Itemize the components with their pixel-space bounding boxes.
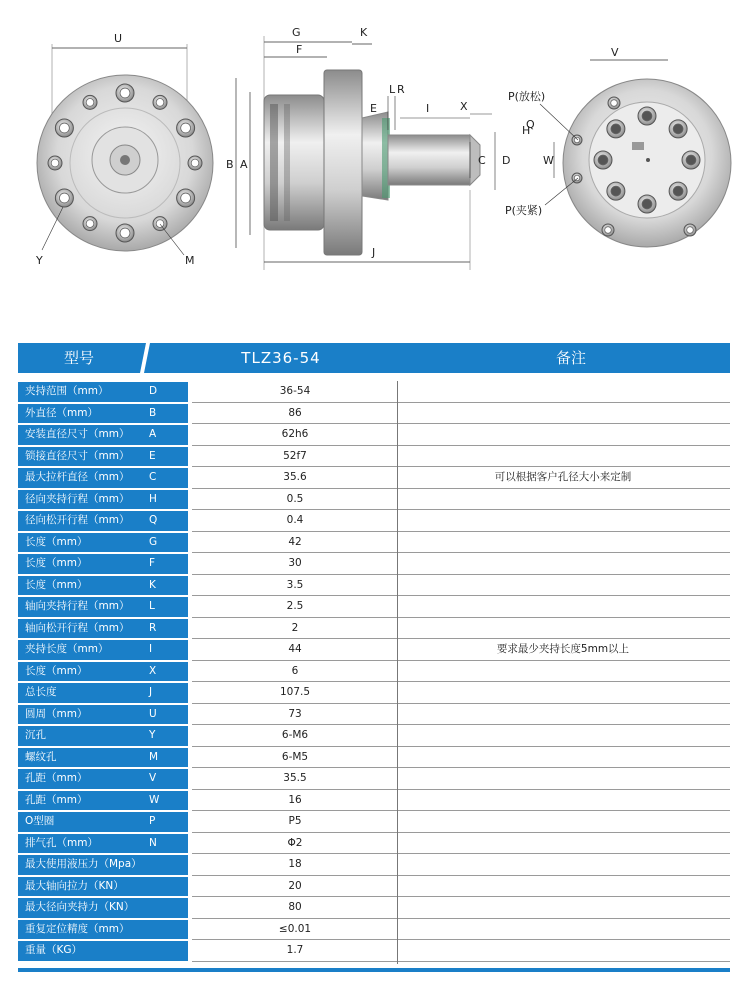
row-value: 80 — [288, 901, 302, 913]
row-label-cell — [18, 941, 188, 961]
remarks-label: 备注 — [555, 349, 586, 367]
side-view — [226, 26, 510, 270]
table-row — [18, 704, 730, 726]
row-label-cell — [18, 576, 188, 596]
row-param-code: L — [149, 600, 155, 612]
row-note — [398, 919, 728, 941]
row-note: 要求最少夹持长度5mm以上 — [496, 643, 630, 655]
table-row — [18, 510, 730, 532]
row-param-code: N — [149, 836, 157, 849]
row-note — [398, 424, 728, 446]
row-note — [398, 532, 728, 554]
bolt-hole-inner — [673, 186, 683, 196]
bolt-hole-inner — [51, 159, 59, 167]
row-value: 2.5 — [286, 600, 304, 612]
technical-drawing — [0, 0, 750, 300]
row-param-name: 排气孔（mm） — [25, 836, 98, 849]
table-row — [18, 596, 730, 618]
row-param-code: I — [149, 643, 153, 655]
row-param-name: 外直径（mm） — [25, 406, 98, 419]
bolt-hole-inner — [191, 159, 199, 167]
row-param-code: W — [149, 793, 160, 806]
row-label-cell — [18, 812, 188, 832]
table-row — [18, 661, 730, 683]
dim-label-u: U — [114, 32, 123, 45]
dim-label-i: I — [426, 102, 430, 115]
row-label-cell — [18, 425, 188, 445]
row-label-cell — [18, 705, 188, 725]
row-param-code: U — [149, 707, 157, 720]
row-note — [398, 489, 728, 511]
row-param-name: O型圈 — [25, 815, 55, 827]
row-note — [398, 747, 728, 769]
row-param-name: 孔距（mm） — [25, 793, 88, 806]
row-param-name: 夹持范围（mm） — [25, 385, 109, 397]
dim-label-g: G — [292, 26, 301, 39]
row-note: 可以根据客户孔径大小来定制 — [494, 471, 632, 483]
row-value: 35.6 — [283, 471, 307, 483]
row-value: Φ2 — [287, 836, 303, 849]
front-view — [35, 32, 213, 267]
row-label-cell — [18, 791, 188, 811]
bolt-hole-inner — [59, 123, 69, 133]
row-param-name: 重量（KG） — [25, 944, 83, 956]
bolt-hole-inner — [686, 155, 696, 165]
row-param-code: B — [149, 406, 157, 419]
row-label-cell — [18, 619, 188, 639]
row-param-name: 沉孔 — [25, 729, 46, 741]
row-param-code: H — [149, 492, 157, 505]
dim-label-l: L — [389, 83, 396, 96]
row-param-name: 长度（mm） — [25, 535, 88, 548]
row-value: 86 — [288, 406, 302, 419]
row-param-name: 长度（mm） — [25, 578, 88, 591]
dim-label-m: M — [185, 254, 195, 267]
row-value: 6-M6 — [281, 729, 309, 741]
row-label-cell — [18, 898, 188, 918]
table-row — [18, 618, 730, 640]
row-param-code: R — [149, 621, 157, 634]
row-param-name: 螺纹孔 — [25, 750, 57, 763]
row-param-name: 重复定位精度（mm） — [25, 922, 130, 935]
row-param-name: 径向夹持行程（mm） — [25, 492, 130, 505]
row-label-cell — [18, 683, 188, 703]
row-value: 107.5 — [279, 686, 311, 698]
row-param-name: 锁接直径尺寸（mm） — [25, 449, 130, 462]
row-label-cell — [18, 748, 188, 768]
bolt-hole-inner — [120, 88, 130, 98]
table-row — [18, 747, 730, 769]
row-value: 3.5 — [286, 578, 304, 591]
row-param-name: 长度（mm） — [25, 557, 88, 569]
dim-label-c: C — [478, 154, 486, 167]
model-value: TLZ36-54 — [241, 349, 321, 367]
dim-label-y: Y — [36, 254, 43, 267]
row-param-name: 长度（mm） — [25, 664, 88, 677]
row-value: 52f7 — [283, 449, 307, 462]
row-param-code: V — [149, 772, 157, 784]
header-divider — [140, 343, 150, 373]
row-note — [398, 876, 728, 898]
row-value: 62h6 — [281, 428, 309, 440]
table-row — [18, 682, 730, 704]
table-row — [18, 575, 730, 597]
dim-label-d: D — [502, 154, 511, 167]
row-param-name: 最大轴向拉力（KN） — [25, 879, 124, 892]
table-row — [18, 489, 730, 511]
table-row — [18, 553, 730, 575]
bolt-hole-inner — [611, 100, 618, 107]
remarks-column-divider — [397, 381, 398, 964]
dim-label-x: X — [460, 100, 468, 113]
dim-label-f: F — [296, 43, 303, 56]
bolt-hole-inner — [673, 124, 683, 134]
dim-label-k: K — [360, 26, 368, 39]
table-row — [18, 403, 730, 425]
bolt-hole-inner — [86, 99, 94, 107]
bolt-hole-inner — [120, 228, 130, 238]
row-note — [398, 833, 728, 855]
row-value: 35.5 — [283, 772, 307, 784]
row-param-code: Q — [149, 514, 158, 526]
table-row — [18, 897, 730, 919]
row-param-name: 圆周（mm） — [25, 707, 88, 720]
row-note — [398, 940, 728, 962]
bolt-hole-inner — [156, 220, 164, 228]
row-label-cell — [18, 877, 188, 897]
table-row — [18, 811, 730, 833]
table-row — [18, 876, 730, 898]
table-row — [18, 381, 730, 403]
row-param-name: 最大拉杆直径（mm） — [25, 471, 130, 483]
row-note — [398, 618, 728, 640]
row-label-cell — [18, 468, 188, 488]
table-row — [18, 532, 730, 554]
bolt-hole-inner — [611, 186, 621, 196]
row-param-code: M — [149, 750, 159, 763]
table-row — [18, 854, 730, 876]
row-param-name: 轴向夹持行程（mm） — [25, 600, 130, 612]
row-value: 2 — [291, 621, 299, 634]
row-param-code: C — [149, 471, 157, 483]
row-param-name: 最大使用液压力（Mpa） — [25, 858, 142, 870]
row-note — [398, 897, 728, 919]
row-label-cell — [18, 447, 188, 467]
back-view — [505, 46, 731, 247]
table-row — [18, 940, 730, 962]
row-value: 16 — [288, 793, 302, 806]
row-note — [398, 661, 728, 683]
footer-bar — [18, 968, 730, 972]
row-value: 0.4 — [286, 514, 304, 526]
label-p-loose: P(放松) — [508, 90, 546, 103]
dim-label-r: R — [397, 83, 405, 96]
row-note — [398, 575, 728, 597]
table-row — [18, 424, 730, 446]
row-value: 44 — [288, 643, 302, 655]
row-param-name: 安装直径尺寸（mm） — [25, 428, 130, 440]
row-separator — [192, 961, 730, 962]
row-label-cell — [18, 490, 188, 510]
dim-label-j: J — [372, 246, 376, 259]
bolt-hole-inner — [86, 220, 94, 228]
dim-label-a: A — [240, 158, 248, 171]
row-param-code: J — [149, 686, 153, 698]
bolt-hole-inner — [605, 227, 612, 234]
table-row — [18, 446, 730, 468]
row-label-cell — [18, 511, 188, 531]
row-note — [398, 596, 728, 618]
row-label-cell — [18, 533, 188, 553]
row-note — [398, 725, 728, 747]
row-param-name: 轴向松开行程（mm） — [25, 621, 130, 634]
row-param-code: D — [149, 385, 158, 397]
row-value: 0.5 — [286, 492, 304, 505]
row-note — [398, 768, 728, 790]
table-row — [18, 768, 730, 790]
row-label-cell — [18, 834, 188, 854]
bolt-hole-inner — [181, 193, 191, 203]
row-param-name: 最大径向夹持力（KN） — [25, 901, 135, 913]
dim-label-h: H — [522, 124, 531, 137]
row-note — [398, 682, 728, 704]
row-label-cell — [18, 597, 188, 617]
bolt-hole-inner — [156, 99, 164, 107]
row-note — [398, 704, 728, 726]
row-value: 18 — [288, 858, 302, 870]
row-label-cell — [18, 640, 188, 660]
row-label-cell — [18, 726, 188, 746]
row-value: 73 — [288, 707, 302, 720]
spec-table-header — [18, 343, 730, 373]
row-value: 36-54 — [279, 385, 311, 397]
row-note — [398, 811, 728, 833]
row-value: 30 — [288, 557, 302, 569]
row-value: ≤0.01 — [278, 922, 312, 935]
bolt-hole-inner — [574, 137, 580, 143]
row-note — [398, 446, 728, 468]
row-label-cell — [18, 404, 188, 424]
row-param-code: F — [149, 557, 156, 569]
row-param-name: 孔距（mm） — [25, 772, 88, 784]
row-param-name: 夹持长度（mm） — [25, 643, 109, 655]
bolt-hole-inner — [59, 193, 69, 203]
dim-label-b: B — [226, 158, 234, 171]
dim-label-e: E — [370, 102, 377, 115]
row-value: 6-M5 — [281, 750, 309, 763]
row-note — [398, 790, 728, 812]
bolt-hole-inner — [642, 199, 652, 209]
label-p-clamp: P(夹紧) — [505, 204, 543, 217]
row-param-name: 径向松开行程（mm） — [25, 514, 130, 526]
row-label-cell — [18, 769, 188, 789]
row-param-code: A — [149, 428, 157, 440]
row-param-code: Y — [149, 729, 156, 741]
row-label-cell — [18, 662, 188, 682]
bolt-hole-inner — [598, 155, 608, 165]
bolt-hole-inner — [687, 227, 694, 234]
table-row — [18, 639, 730, 661]
table-row — [18, 790, 730, 812]
row-note — [398, 553, 728, 575]
bolt-hole-inner — [181, 123, 191, 133]
dim-label-q: Q — [526, 118, 535, 131]
row-note — [398, 381, 728, 403]
dim-label-v: V — [611, 46, 619, 59]
row-param-code: X — [149, 664, 157, 677]
table-row — [18, 725, 730, 747]
table-row — [18, 919, 730, 941]
model-label: 型号 — [63, 349, 94, 367]
row-value: P5 — [288, 815, 302, 827]
row-param-code: G — [149, 535, 158, 548]
row-label-cell — [18, 382, 188, 402]
table-row — [18, 833, 730, 855]
bolt-hole-inner — [574, 175, 580, 181]
table-row — [18, 467, 730, 489]
row-param-code: P — [149, 815, 156, 827]
row-label-cell — [18, 855, 188, 875]
row-note — [398, 403, 728, 425]
row-note — [398, 510, 728, 532]
row-value: 20 — [288, 879, 302, 892]
dim-label-w: W — [543, 154, 554, 167]
row-param-code: K — [149, 578, 156, 591]
row-value: 6 — [291, 664, 299, 677]
row-value: 42 — [288, 535, 302, 548]
row-note — [398, 854, 728, 876]
row-label-cell — [18, 920, 188, 940]
row-param-name: 总长度 — [25, 686, 57, 698]
row-param-code: E — [149, 449, 156, 462]
bolt-hole-inner — [642, 111, 652, 121]
row-label-cell — [18, 554, 188, 574]
bolt-hole-inner — [611, 124, 621, 134]
row-value: 1.7 — [286, 944, 304, 956]
